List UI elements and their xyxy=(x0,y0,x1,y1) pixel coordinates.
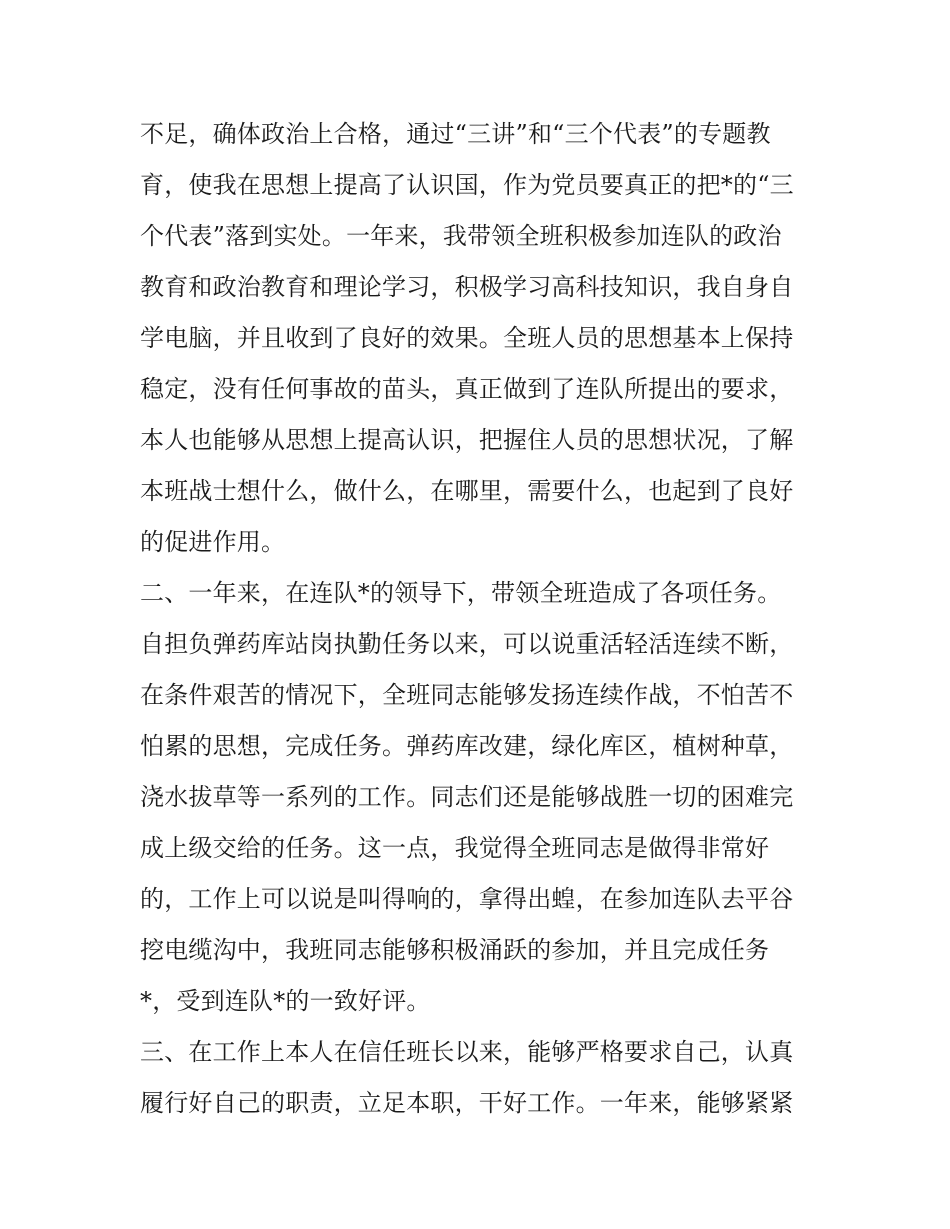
text-line: 挖电缆沟中，我班同志能够积极涌跃的参加，并且完成任务 xyxy=(140,936,770,964)
text-line: 履行好自己的职责，立足本职，干好工作。一年来，能够紧紧 xyxy=(140,1089,794,1117)
text-line: 成上级交给的任务。这一点，我觉得全班同志是做得非常好 xyxy=(140,834,770,862)
text-line: 自担负弹药库站岗执勤任务以来，可以说重活轻活连续不断， xyxy=(140,630,794,658)
text-line: 的，工作上可以说是叫得响的，拿得出蝗，在参加连队去平谷 xyxy=(140,885,794,913)
section-heading-line: 二、一年来，在连队*的领导下，带领全班造成了各项任务。 xyxy=(140,579,782,607)
text-line: 育，使我在思想上提高了认识国，作为党员要真正的把*的“三 xyxy=(140,171,794,199)
text-line: *，受到连队*的一致好评。 xyxy=(140,987,431,1015)
text-line: 教育和政治教育和理论学习，积极学习高科技知识，我自身自 xyxy=(140,273,794,301)
text-line: 学电脑，并且收到了良好的效果。全班人员的思想基本上保持 xyxy=(140,324,794,352)
text-line: 在条件艰苦的情况下，全班同志能够发扬连续作战，不怕苦不 xyxy=(140,681,794,709)
text-line: 本班战士想什么，做什么，在哪里，需要什么，也起到了良好 xyxy=(140,477,794,505)
text-line: 的促进作用。 xyxy=(140,528,286,556)
text-line: 不足，确体政治上合格，通过“三讲”和“三个代表”的专题教 xyxy=(140,120,771,148)
text-line: 个代表”落到实处。一年来，我带领全班积极参加连队的政治 xyxy=(140,222,782,250)
text-line: 怕累的思想，完成任务。弹药库改建，绿化库区，植树种草， xyxy=(140,732,794,760)
text-line: 浇水拔草等一系列的工作。同志们还是能够战胜一切的困难完 xyxy=(140,783,794,811)
document-body xyxy=(140,109,820,1129)
section-heading-line: 三、在工作上本人在信任班长以来，能够严格要求自己，认真 xyxy=(140,1038,794,1066)
text-line: 稳定，没有任何事故的苗头，真正做到了连队所提出的要求， xyxy=(140,375,794,403)
text-line: 本人也能够从思想上提高认识，把握住人员的思想状况，了解 xyxy=(140,426,794,454)
